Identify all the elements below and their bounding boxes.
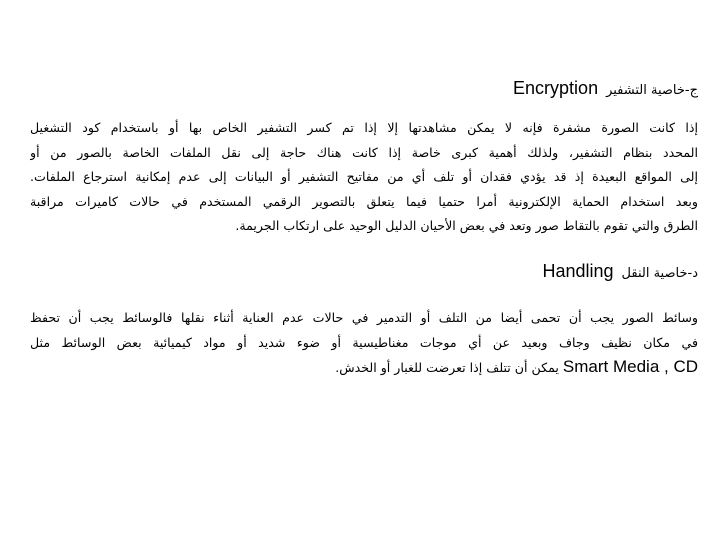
paragraph-line: الطرق والتي تقوم بالتقاط صور وتعد في بعض الأحيان الدليل الوحيد على ارتكاب الجريمة. xyxy=(235,218,698,233)
paragraph-line xyxy=(30,355,698,380)
handling-heading-arabic: د-خاصية النقل xyxy=(621,266,698,281)
media-types-english: Smart Media , CD xyxy=(562,357,698,376)
paragraph-line: وسائط الصور يجب أن تحمى أيضا من التلف أو التدمير في حالات عدم العناية أثناء نقلها فالوسائط يجب أن تحفظ xyxy=(30,310,698,325)
paragraph-line: المحدد بنظام التشفير، ولذلك أهمية كبرى خاصة إذا كانت هناك حاجة إلى نقل الملفات الخاصة بالصور من أو xyxy=(30,144,698,160)
encryption-paragraph xyxy=(30,116,698,239)
paragraph-line: إذا كانت الصورة مشفرة فإنه لا يمكن مشاهدتها إلا إذا تم كسر التشفير الخاص بها أو باستخدام كود التشغيل xyxy=(30,120,698,135)
encryption-heading-arabic: ج-خاصية التشفير xyxy=(606,83,698,98)
encryption-heading xyxy=(513,78,698,99)
paragraph-line: إلى المواقع البعيدة إذ قد يؤدي فقدان أو تلف أي من مفاتيح التشفير أو البيانات إلى عدم إمكانية استرجاع الملفات. xyxy=(30,169,698,184)
encryption-heading-english: Encryption xyxy=(513,78,599,98)
handling-heading-english: Handling xyxy=(542,261,614,281)
media-damage-text: يمكن أن تتلف إذا تعرضت للغبار أو الخدش. xyxy=(335,360,559,375)
handling-paragraph xyxy=(30,306,698,380)
paragraph-line: في مكان نظيف وجاف وبعيد عن أي موجات مغناطيسية أو ضوء شديد أو مواد كيميائية بعض الوسائط مثل xyxy=(30,334,698,350)
paragraph-line: وبعد استخدام الحماية الإلكترونية أمرا حتميا فيما يتعلق بالتصوير الرقمي المستخدم في حالات كاميرات مراقبة xyxy=(30,193,698,209)
handling-heading xyxy=(542,261,698,282)
